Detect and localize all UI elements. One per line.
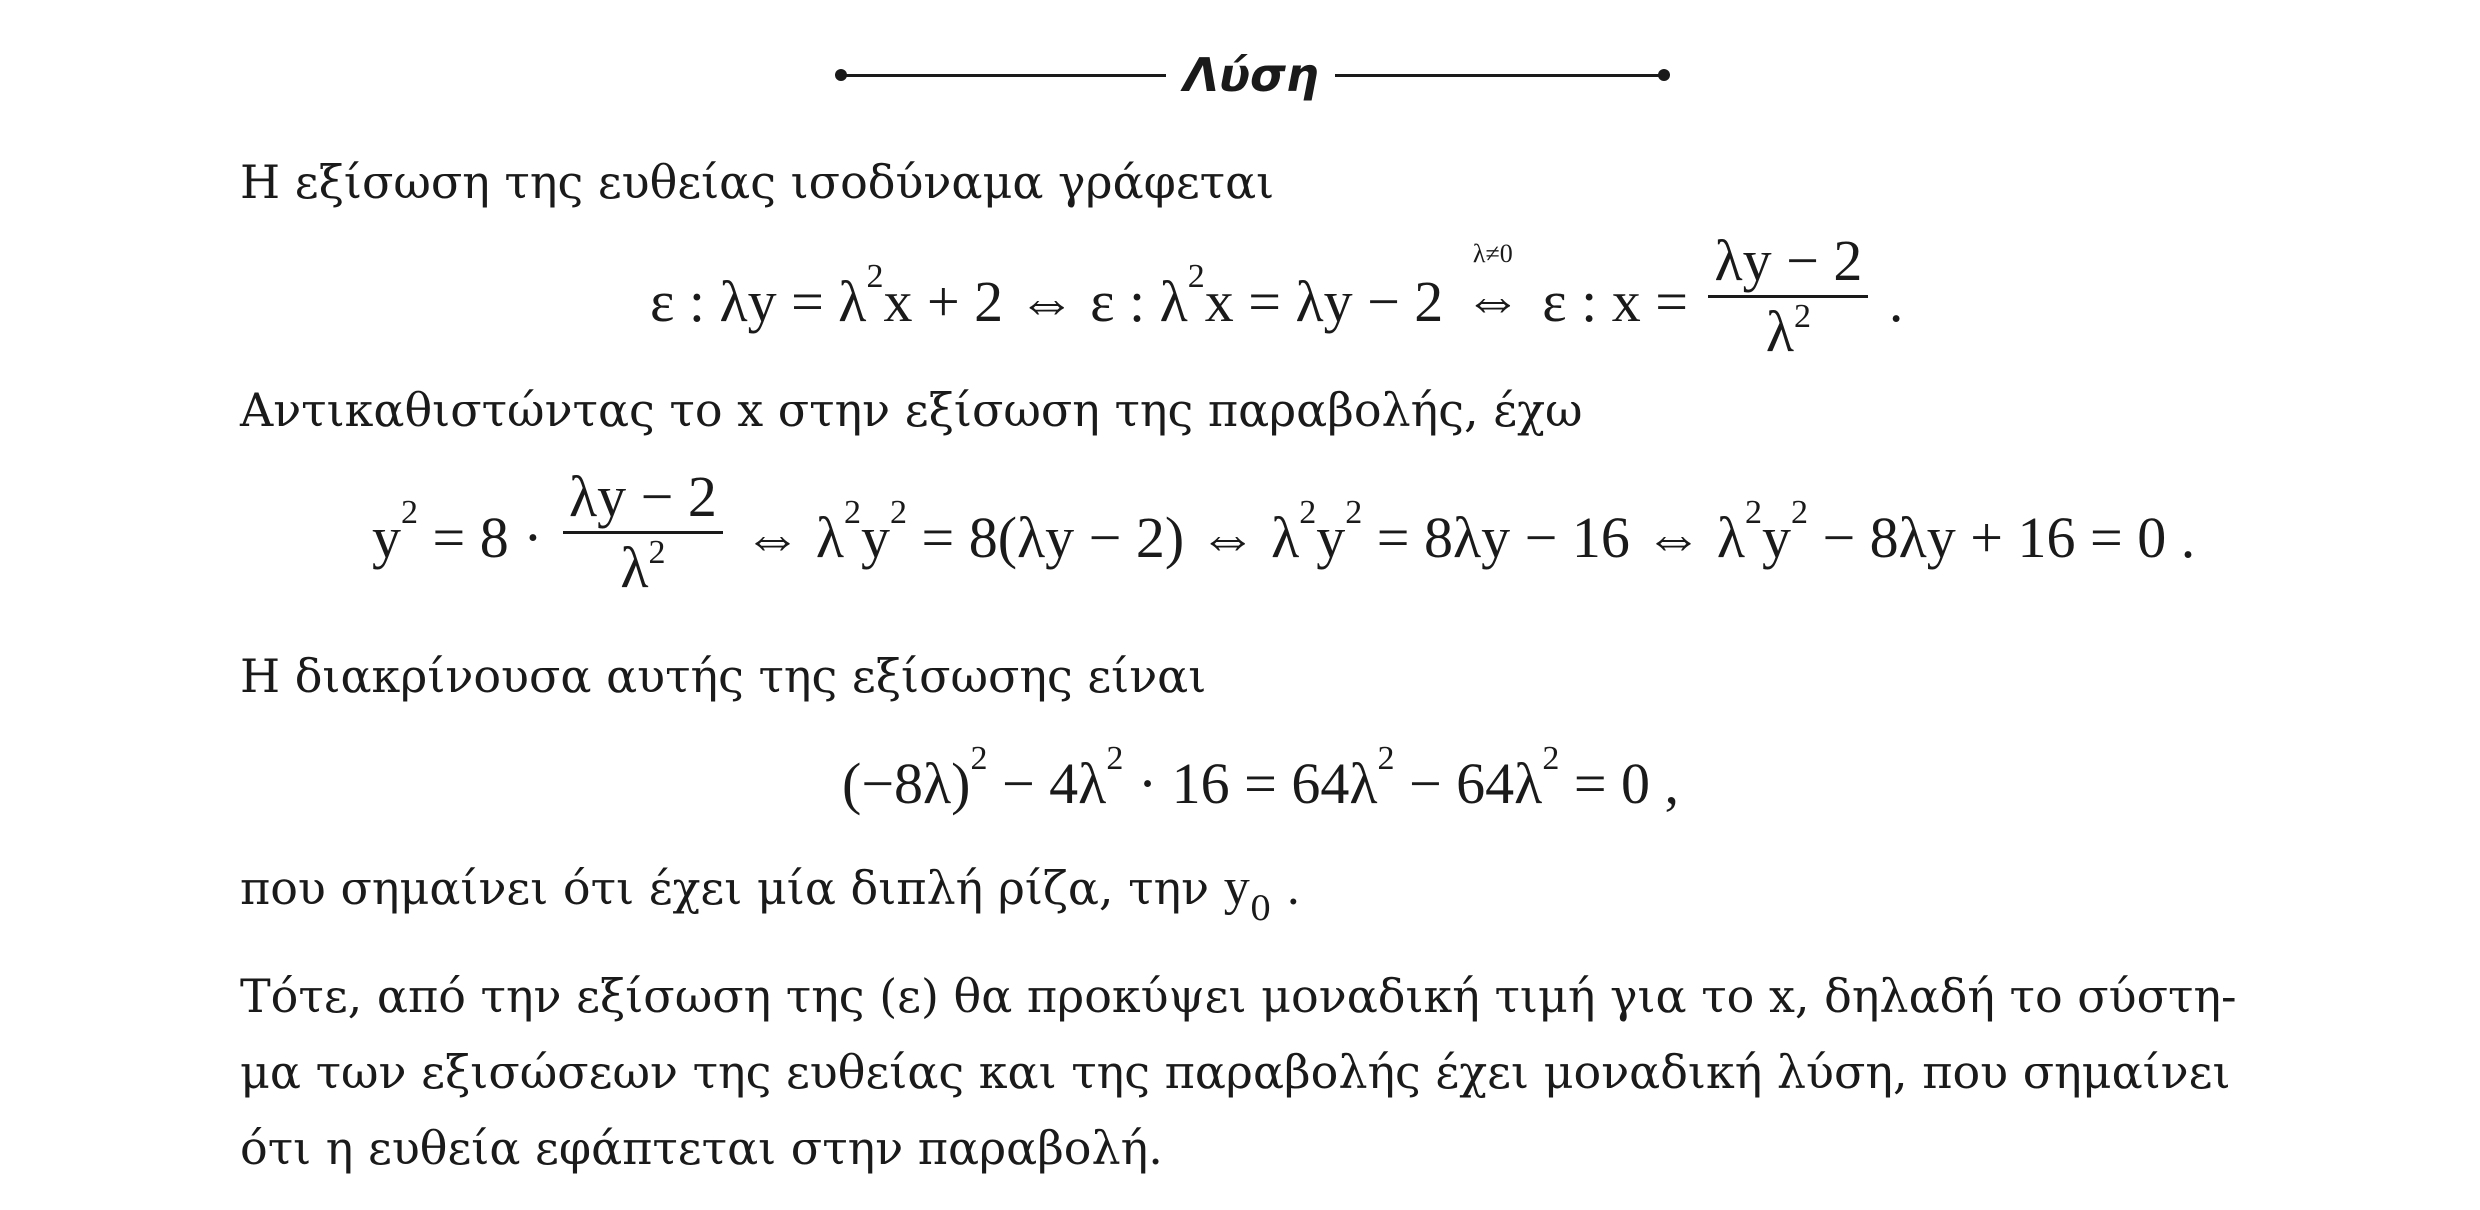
eq2-part: = 8(λy − 2) ⇔ λ <box>907 504 1300 570</box>
eq3-part: − 4λ <box>987 750 1107 816</box>
eq1-exponent: 2 <box>1187 258 1205 295</box>
paragraph-double-root <box>240 850 2260 931</box>
eq2-part: y <box>861 504 890 570</box>
denominator-exponent: 2 <box>1793 298 1811 335</box>
heading-rule-dot-right <box>1658 69 1670 81</box>
fraction-numerator: λy − 2 <box>569 464 717 529</box>
equation-line <box>650 226 1903 376</box>
equation-line <box>842 738 1679 828</box>
eq3-exponent: 2 <box>1106 740 1124 777</box>
root-variable: y <box>1223 859 1250 916</box>
paragraph-substitution: Αντικαθιστώντας το x στην εξίσωση της παραβολής, έχω <box>240 383 1583 437</box>
fraction-denominator <box>620 534 666 607</box>
denominator-base: λ <box>1765 299 1794 364</box>
fraction-bar <box>563 531 723 534</box>
denominator-exponent: 2 <box>648 534 666 571</box>
double-root-text: που σημαίνει ότι έχει μία διπλή ρίζα, την <box>240 861 1224 915</box>
solution-heading <box>835 40 1670 110</box>
eq1-part: x + 2 ⇔ ε : λ <box>883 268 1188 334</box>
root-subscript: 0 <box>1249 889 1272 929</box>
eq3-exponent: 2 <box>1377 740 1395 777</box>
eq2-exponent: 2 <box>1345 494 1363 531</box>
eq3-part: = 0 , <box>1559 750 1680 816</box>
eq2-exponent: 2 <box>1299 494 1317 531</box>
eq3-part: − 64λ <box>1394 750 1543 816</box>
eq3-exponent: 2 <box>1542 740 1560 777</box>
heading-rule-right <box>1335 74 1660 77</box>
fraction-bar <box>1708 295 1868 298</box>
eq2-exponent: 2 <box>844 494 861 531</box>
eq2-part: y <box>1761 504 1791 570</box>
condition-label: λ≠0 <box>1472 239 1513 268</box>
eq1-exponent: 2 <box>866 258 884 295</box>
eq3-part: · 16 = 64λ <box>1123 750 1378 816</box>
eq3-part: (−8λ) <box>842 750 971 816</box>
denominator-base: λ <box>620 535 649 600</box>
eq2-part: y <box>1316 504 1346 570</box>
paragraph-conclusion-line-2: μα των εξισώσεων της ευθείας και της παραβολής έχει μοναδική λύση, που σημαίνει <box>240 1045 2231 1099</box>
eq1-end: . <box>1874 268 1904 334</box>
double-root-end: . <box>1271 861 1301 915</box>
eq2-exponent: 2 <box>401 494 418 531</box>
heading-title: Λύση <box>1183 48 1319 102</box>
paragraph-conclusion-line-1: Τότε, από την εξίσωση της (ε) θα προκύψει μοναδική τιμή για το x, δηλαδή το σύστη- <box>240 969 2237 1023</box>
fraction-denominator <box>1765 298 1811 371</box>
eq3-exponent: 2 <box>970 740 988 777</box>
eq2-part: ⇔ λ <box>728 504 844 570</box>
eq1-part: ε : λy = λ <box>650 268 867 334</box>
paragraph-conclusion-line-3: ότι η ευθεία εφάπτεται στην παραβολή. <box>240 1121 1163 1175</box>
eq2-part: = 8λy − 16 ⇔ λ <box>1362 504 1745 570</box>
equivalence-arrow: ⇔ <box>1463 267 1522 332</box>
eq1-part: x = λy − 2 <box>1204 268 1458 334</box>
fraction-numerator: λy − 2 <box>1714 228 1863 293</box>
fraction <box>1708 228 1868 371</box>
eq2-exponent: 2 <box>1744 494 1762 531</box>
eq1-part: ε : x = <box>1527 268 1703 334</box>
heading-rule-left <box>841 74 1166 77</box>
eq2-part: = 8 · <box>418 504 558 570</box>
eq2-exponent: 2 <box>1790 494 1808 531</box>
paragraph-discriminant: Η διακρίνουσα αυτής της εξίσωσης είναι <box>240 649 1207 703</box>
eq2-part: y <box>372 504 401 570</box>
paragraph-line-equation: Η εξίσωση της ευθείας ισοδύναμα γράφεται <box>240 155 1275 209</box>
eq2-part: − 8λy + 16 = 0 . <box>1807 504 2196 570</box>
equation-line <box>372 462 2195 612</box>
eq2-exponent: 2 <box>890 494 907 531</box>
fraction <box>563 464 723 607</box>
conditional-equivalence <box>1463 239 1522 345</box>
